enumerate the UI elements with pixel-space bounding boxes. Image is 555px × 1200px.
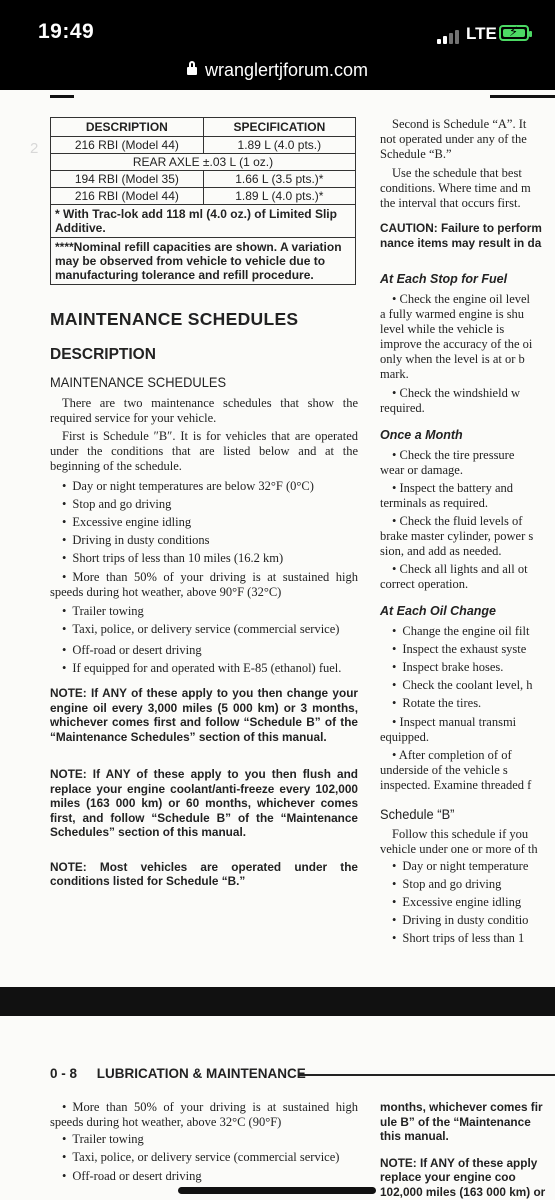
list-item: • Rotate the tires. <box>380 694 555 712</box>
text-line: inspected. Examine threaded f <box>380 778 532 792</box>
text-line: mark. <box>380 367 409 381</box>
list-item: • More than 50% of your driving is at sustained high speeds during hot weather, above 32°C (90°F) <box>50 1100 358 1130</box>
table-header: SPECIFICATION <box>203 118 355 137</box>
subheading-oil-change: At Each Oil Change <box>380 604 496 618</box>
list-item: • Driving in dusty conditions <box>50 531 358 549</box>
page-title: MAINTENANCE SCHEDULES <box>50 309 299 329</box>
text-line: • Check all lights and all ot <box>392 562 528 576</box>
left-column <box>50 1100 358 1185</box>
list-item: • Driving in dusty conditio <box>380 911 555 929</box>
text-line: Use the schedule that best <box>392 166 522 180</box>
watermark: 2 <box>30 140 39 157</box>
table-cell: 194 RBI (Model 35) <box>51 171 204 188</box>
text-line: improve the accuracy of the oi <box>380 337 533 351</box>
lock-icon <box>187 67 197 75</box>
table-footnote: ****Nominal refill capacities are shown. A variation may be observed from vehicle to vehicle due to manufacturing tolerance and refill procedure. <box>51 238 356 285</box>
section-heading: DESCRIPTION <box>50 346 156 363</box>
text-line: 102,000 miles (163 000 km) or <box>380 1184 546 1199</box>
list-item: • Trailer towing <box>50 602 358 620</box>
list-item: • Check the coolant level, h <box>380 676 555 694</box>
battery-charging-icon: ⚡ <box>499 25 529 41</box>
text-line: equipped. <box>380 730 429 744</box>
text-line: replace your engine coo <box>380 1170 516 1184</box>
caution-line: CAUTION: Failure to perform <box>380 221 542 235</box>
list-item: • Taxi, police, or delivery service (commercial service) <box>50 1150 358 1165</box>
home-indicator[interactable] <box>178 1187 376 1194</box>
text-line: • Inspect the battery and <box>392 481 513 495</box>
subsection-heading: MAINTENANCE SCHEDULES <box>50 374 227 390</box>
table-cell: 1.89 L (4.0 pts.)* <box>203 188 355 205</box>
manual-page <box>0 1016 555 1200</box>
table-cell: 216 RBI (Model 44) <box>51 137 204 154</box>
page-header <box>50 1066 555 1081</box>
text-line: this manual. <box>380 1129 449 1143</box>
right-column <box>380 117 555 947</box>
list-item: • Trailer towing <box>50 1130 358 1148</box>
list-item: • Off-road or desert driving <box>50 641 358 659</box>
text-line: • Check the windshield w <box>392 386 520 400</box>
right-column <box>380 1100 555 1199</box>
list-item: • Taxi, police, or delivery service (commercial service) <box>50 622 358 637</box>
list-item: • If equipped for and operated with E-85 (ethanol) fuel. <box>50 661 358 676</box>
signal-strength-icon <box>437 30 463 44</box>
header-rule <box>298 1074 555 1076</box>
text-line: • Inspect manual transmi <box>392 715 517 729</box>
text-line: a fully warmed engine is shu <box>380 307 525 321</box>
note: NOTE: Most vehicles are operated under the conditions listed for Schedule “B.” <box>50 859 358 888</box>
text-line: required. <box>380 401 425 415</box>
text-line: sion, and add as needed. <box>380 544 502 558</box>
address-bar[interactable] <box>0 52 555 90</box>
paragraph: First is Schedule ″B″. It is for vehicles that are operated under the conditions that are listed below and at the beginning of the schedule. <box>50 429 358 473</box>
list-item: • Change the engine oil filt <box>380 622 555 640</box>
text-line: • After completion of of <box>392 748 512 762</box>
text-line: • Check the engine oil level <box>392 292 531 306</box>
text-line: wear or damage. <box>380 463 463 477</box>
list-item: • Stop and go driving <box>380 875 555 893</box>
text-line: Second is Schedule “A”. It <box>392 117 527 131</box>
text-line: NOTE: If ANY of these apply <box>380 1155 538 1170</box>
text-line: level while the vehicle is <box>380 322 505 336</box>
text-line: correct operation. <box>380 577 469 591</box>
paragraph: There are two maintenance schedules that show the required service for your vehicle. <box>50 396 358 425</box>
page-top-rule <box>50 90 555 98</box>
text-line: Schedule “B.” <box>380 147 452 161</box>
text-line: underside of the vehicle s <box>380 763 508 777</box>
list-item: • Day or night temperatures are below 32°F (0°C) <box>50 477 358 495</box>
list-item: • Stop and go driving <box>50 495 358 513</box>
manual-page <box>0 90 555 987</box>
text-line: brake master cylinder, power s <box>380 529 534 543</box>
table-cell: 1.89 L (4.0 pts.) <box>203 137 355 154</box>
list-item: • More than 50% of your driving is at sustained high speeds during hot weather, above 90°F (32°C) <box>50 570 358 600</box>
list-item: • Inspect brake hoses. <box>380 658 555 676</box>
list-item: • Inspect the exhaust syste <box>380 640 555 658</box>
note: NOTE: If ANY of these apply to you then change your engine oil every 3,000 miles (5 000 km) or 3 months, whichever comes first and follow “Schedule B” of the “Maintenance Schedules” section of this manual. <box>50 686 358 744</box>
network-type: LTE <box>466 24 497 43</box>
text-line: vehicle under one or more of th <box>380 842 538 856</box>
page-number: 0 - 8 <box>50 1066 78 1081</box>
text-line: only when the level is at or b <box>380 352 525 366</box>
table-header: DESCRIPTION <box>51 118 204 137</box>
note: NOTE: If ANY of these apply to you then flush and replace your engine coolant/anti-freeze every 102,000 miles (163 000 km) or 60 months, whichever comes first, and follow “Schedule B” of the “Maintenance Schedules” section of this manual. <box>50 767 358 839</box>
list-item: • Short trips of less than 1 <box>380 929 555 947</box>
table-cell: 216 RBI (Model 44) <box>51 188 204 205</box>
url-text[interactable]: wranglertjforum.com <box>204 60 369 80</box>
status-bar <box>0 0 555 52</box>
table-footnote: * With Trac-lok add 118 ml (4.0 oz.) of Limited Slip Additive. <box>51 205 356 238</box>
text-line: terminals as required. <box>380 496 488 510</box>
text-line: the interval that occurs first. <box>380 196 521 210</box>
subheading-month: Once a Month <box>380 428 463 442</box>
text-line: • Check the tire pressure <box>392 448 515 462</box>
left-column <box>50 309 358 889</box>
text-line: not operated under any of the <box>380 132 527 146</box>
list-item: • Day or night temperature <box>380 857 555 875</box>
text-line: conditions. Where time and m <box>380 181 531 195</box>
list-item: • Excessive engine idling <box>380 893 555 911</box>
capacity-table <box>50 117 356 285</box>
text-line: ule B” of the “Maintenance <box>380 1114 531 1129</box>
table-cell: REAR AXLE ±.03 L (1 oz.) <box>51 154 356 171</box>
chapter-title: LUBRICATION & MAINTENANCE <box>96 1066 306 1081</box>
list-item: • Off-road or desert driving <box>50 1167 358 1185</box>
subheading-schedule-b: Schedule “B” <box>380 806 455 822</box>
clock: 19:49 <box>38 20 95 43</box>
caution-line: nance items may result in da <box>380 235 542 250</box>
subheading-fuel: At Each Stop for Fuel <box>380 272 508 286</box>
text-line: months, whichever comes fir <box>380 1100 543 1114</box>
page-gap <box>0 987 555 1016</box>
list-item: • Short trips of less than 10 miles (16.2 km) <box>50 549 358 567</box>
text-line: • Check the fluid levels of <box>392 514 523 528</box>
text-line: Follow this schedule if you <box>392 827 529 841</box>
list-item: • Excessive engine idling <box>50 513 358 531</box>
table-cell: 1.66 L (3.5 pts.)* <box>203 171 355 188</box>
